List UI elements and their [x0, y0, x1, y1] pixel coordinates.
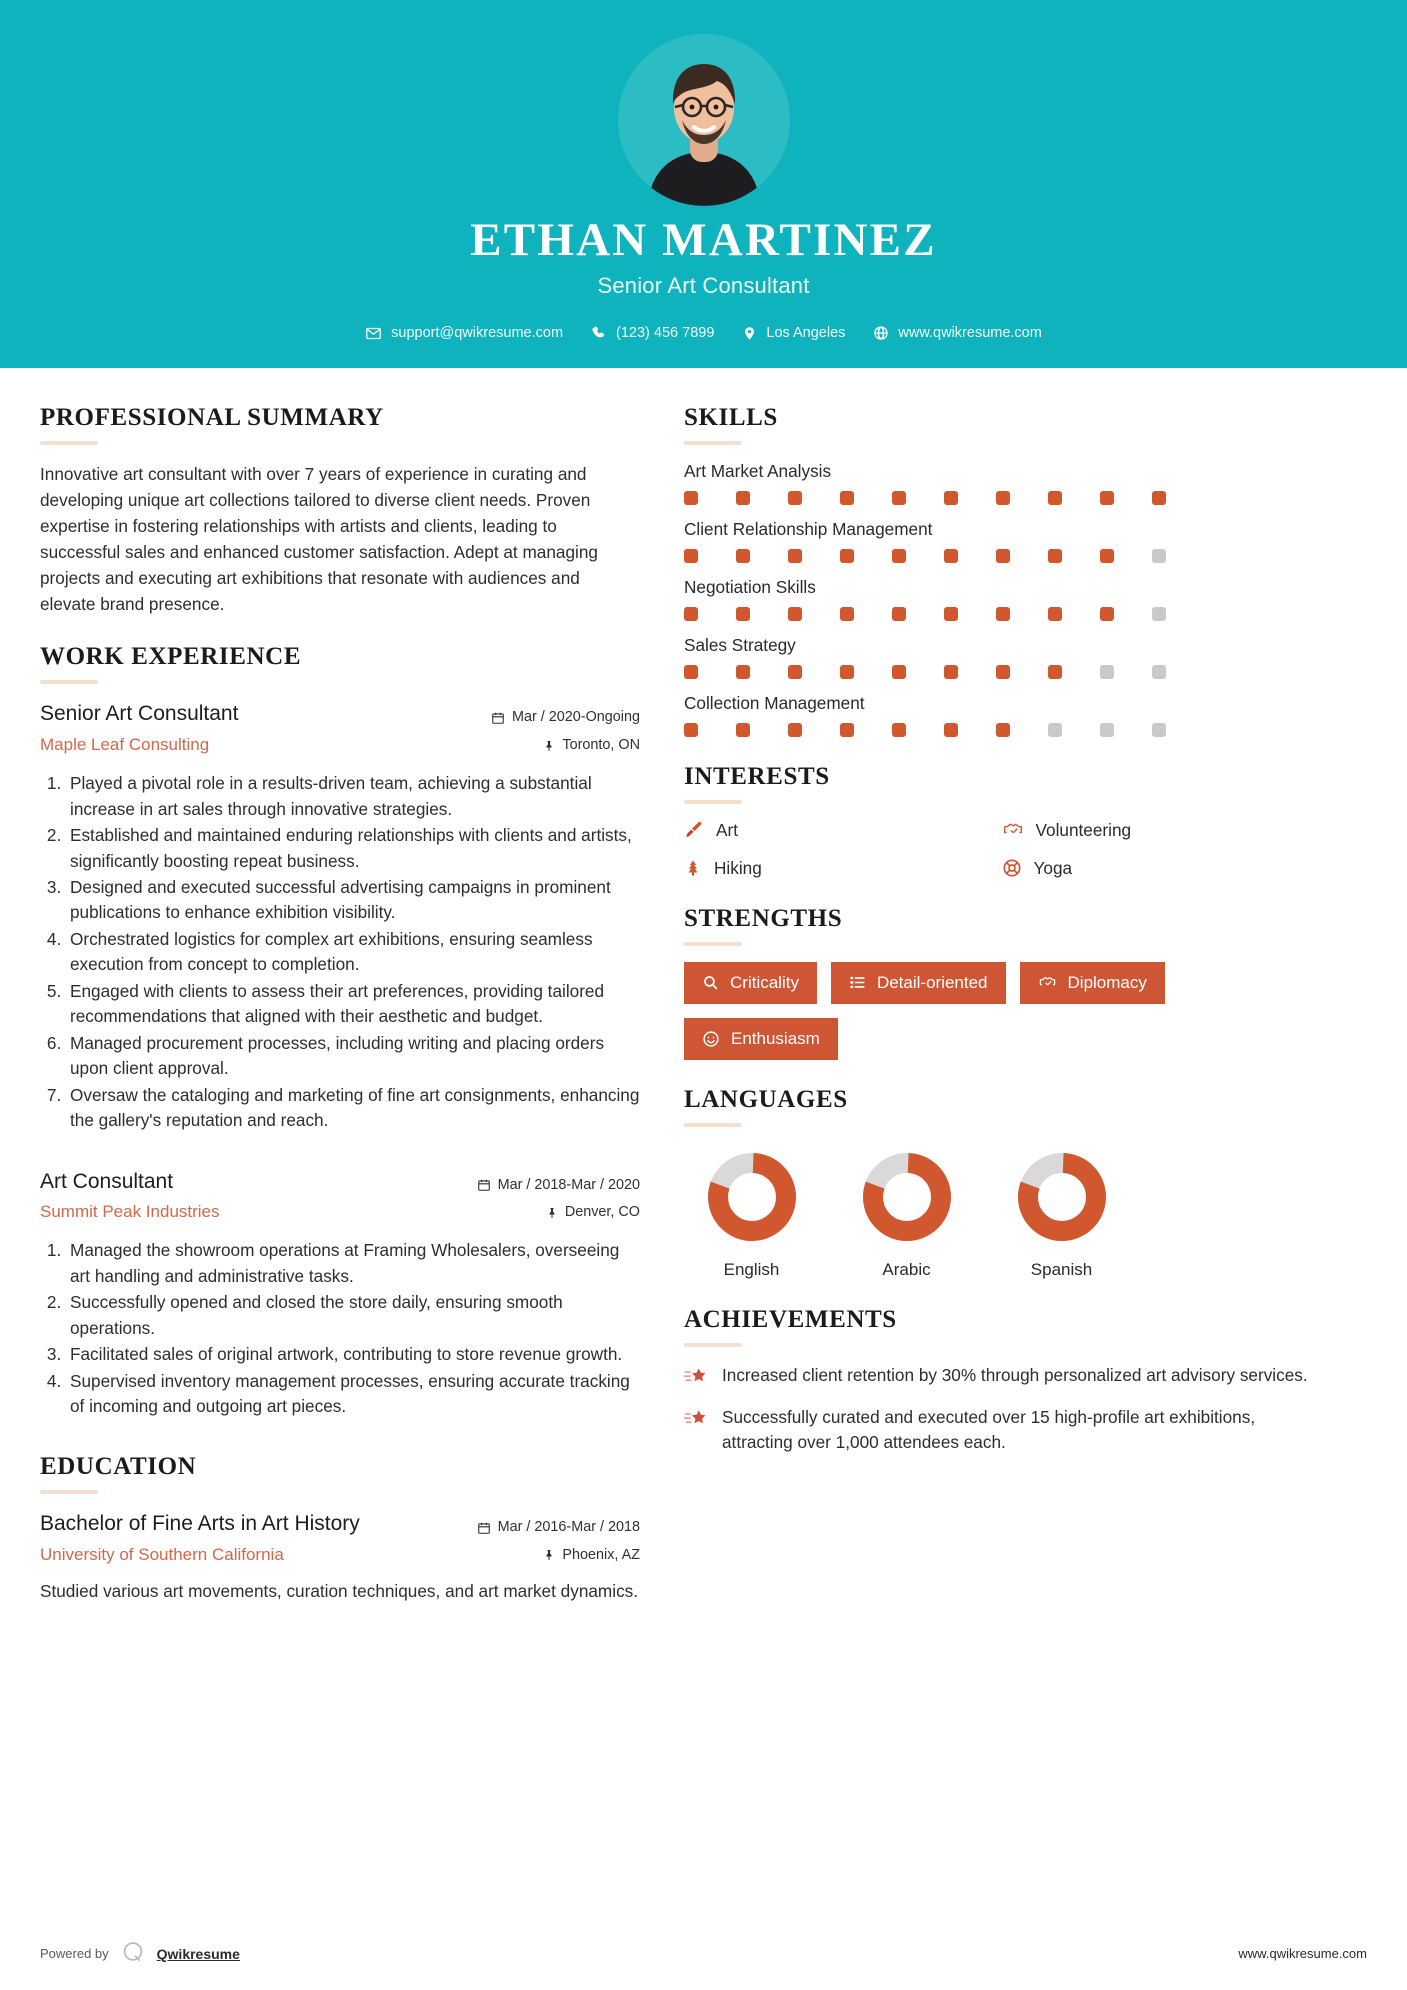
skill-row — [684, 461, 1309, 505]
skill-rating — [684, 665, 1309, 679]
skill-dot-filled — [840, 607, 854, 621]
section-title-interests: INTERESTS — [684, 762, 830, 790]
skill-dot-filled — [684, 665, 698, 679]
avatar-photo — [618, 34, 790, 206]
job-bullet: 2. Successfully opened and closed the store daily, ensuring smooth operations. — [66, 1290, 640, 1341]
job-dates-text: Mar / 2020-Ongoing — [512, 709, 640, 726]
work-entry-meta — [477, 1168, 640, 1227]
skill-dot-filled — [840, 723, 854, 737]
section-rule — [40, 1490, 98, 1494]
job-location — [477, 1199, 640, 1226]
section-work-experience — [40, 643, 640, 1419]
star-icon — [684, 1363, 708, 1388]
work-entry-left — [40, 700, 491, 756]
skill-dot-empty — [1048, 723, 1062, 737]
list-icon — [849, 974, 866, 991]
job-bullets — [40, 1238, 640, 1419]
footer-url: www.qwikresume.com — [1238, 1946, 1367, 1961]
skill-row — [684, 635, 1309, 679]
powered-by — [40, 1939, 240, 1968]
job-location — [491, 732, 640, 759]
pin-icon — [546, 1206, 558, 1220]
star-icon — [684, 1405, 708, 1430]
strength-badge-criticality — [684, 962, 817, 1004]
skill-dot-filled — [736, 723, 750, 737]
skill-dot-empty — [1100, 723, 1114, 737]
skill-label: Sales Strategy — [684, 634, 796, 655]
skill-row — [684, 519, 1309, 563]
strength-badge-diplomacy — [1020, 962, 1165, 1004]
section-achievements — [684, 1306, 1309, 1455]
language-item — [994, 1149, 1129, 1280]
skill-rating — [684, 723, 1309, 737]
skill-dot-filled — [684, 491, 698, 505]
education-location-text: Phoenix, AZ — [562, 1546, 640, 1563]
skill-dot-filled — [892, 723, 906, 737]
interest-label: Hiking — [714, 857, 762, 878]
skill-rating — [684, 491, 1309, 505]
skill-dot-filled — [996, 607, 1010, 621]
calendar-icon — [477, 1521, 491, 1535]
smiley-icon — [702, 1030, 720, 1048]
job-company: Summit Peak Industries — [40, 1201, 220, 1221]
contact-location[interactable] — [733, 325, 854, 342]
globe-icon — [873, 325, 889, 341]
job-bullet: 3. Facilitated sales of original artwork, contributing to store revenue growth. — [66, 1342, 640, 1367]
education-location — [477, 1542, 640, 1569]
language-label: Arabic — [882, 1260, 931, 1280]
job-dates — [477, 1172, 640, 1199]
contact-phone-text: (123) 456 7899 — [616, 325, 715, 342]
envelope-icon — [365, 325, 382, 342]
section-title-skills: SKILLS — [684, 403, 778, 431]
section-rule — [684, 441, 742, 445]
qwikresume-brand-link[interactable]: Qwikresume — [156, 1945, 240, 1962]
skill-dot-filled — [736, 491, 750, 505]
section-rule — [684, 942, 742, 946]
contact-location-text: Los Angeles — [766, 325, 846, 342]
summary-text: Innovative art consultant with over 7 years of experience in curating and developing unique art collections tailored to diverse client needs. Proven expertise in fostering relationships with artists and clients, leading to successful sales and enhanced customer satisfaction. Adept at managing projects and executing art exhibitions that resonate with audiences and elevate brand presence. — [40, 463, 598, 615]
skill-dot-filled — [1100, 491, 1114, 505]
skill-dot-filled — [1048, 665, 1062, 679]
job-bullet: 6. Managed procurement processes, including writing and placing orders upon client approval. — [66, 1031, 640, 1082]
education-dates — [477, 1514, 640, 1541]
avatar — [618, 34, 790, 206]
section-professional-summary — [40, 404, 640, 618]
skill-dot-filled — [840, 549, 854, 563]
skill-dot-filled — [996, 665, 1010, 679]
job-bullet: 1. Managed the showroom operations at Framing Wholesalers, overseeing art handling and administrative tasks. — [66, 1238, 640, 1289]
job-bullets — [40, 771, 640, 1133]
skill-dot-filled — [684, 607, 698, 621]
job-dates — [491, 704, 640, 731]
skill-dot-filled — [1100, 549, 1114, 563]
language-donut — [859, 1149, 955, 1245]
skill-rating — [684, 607, 1309, 621]
skill-dot-filled — [736, 549, 750, 563]
skill-dot-empty — [1100, 665, 1114, 679]
section-education — [40, 1453, 640, 1605]
skill-dot-filled — [736, 607, 750, 621]
pin-icon — [543, 739, 555, 753]
contact-website[interactable] — [864, 325, 1050, 341]
skill-dot-filled — [996, 723, 1010, 737]
interest-item — [684, 858, 992, 879]
phone-icon — [591, 325, 607, 341]
language-label: Spanish — [1030, 1260, 1093, 1280]
work-entry-header — [40, 700, 640, 759]
contact-website-text: www.qwikresume.com — [898, 325, 1042, 342]
job-bullet: 4. Orchestrated logistics for complex art exhibitions, ensuring seamless execution from concept to completion. — [66, 927, 640, 978]
job-bullet: 3. Designed and executed successful advertising campaigns in prominent publications to enhance exhibition visibility. — [66, 875, 640, 926]
left-column — [40, 404, 640, 1913]
skill-dot-filled — [1048, 607, 1062, 621]
powered-by-label: Powered by — [40, 1946, 109, 1961]
job-role: Art Consultant — [40, 1169, 174, 1193]
section-title-summary: PROFESSIONAL SUMMARY — [40, 403, 384, 431]
skill-dot-filled — [892, 491, 906, 505]
interest-item — [1002, 820, 1310, 841]
skill-dot-filled — [788, 723, 802, 737]
search-icon — [702, 974, 719, 991]
right-column — [684, 404, 1309, 1913]
language-label: English — [723, 1260, 780, 1280]
contact-email[interactable] — [356, 325, 572, 342]
section-rule — [684, 800, 742, 804]
skill-dot-filled — [840, 665, 854, 679]
job-bullet: 4. Supervised inventory management processes, ensuring accurate tracking of incoming and outgoing art pieces. — [66, 1369, 640, 1420]
interests-grid — [684, 820, 1309, 879]
strength-label: Detail-oriented — [876, 972, 988, 992]
education-entry-meta — [477, 1510, 640, 1569]
job-company: Maple Leaf Consulting — [40, 734, 210, 754]
strength-label: Enthusiasm — [731, 1029, 820, 1049]
skill-dot-filled — [1048, 549, 1062, 563]
language-item — [684, 1149, 819, 1280]
qwikresume-logo-icon — [120, 1939, 146, 1968]
map-pin-icon — [742, 325, 757, 342]
section-title-work: WORK EXPERIENCE — [40, 643, 302, 671]
skill-dot-filled — [684, 723, 698, 737]
language-donut — [1014, 1149, 1110, 1245]
interest-label: Yoga — [1033, 857, 1073, 878]
skill-row — [684, 693, 1309, 737]
education-entry-left — [40, 1510, 477, 1566]
work-entry-meta — [491, 700, 640, 759]
skill-dot-filled — [996, 549, 1010, 563]
skill-dot-filled — [944, 607, 958, 621]
skill-dot-filled — [892, 607, 906, 621]
paintbrush-icon — [684, 820, 704, 840]
section-title-education: EDUCATION — [40, 1453, 197, 1481]
strength-badge-detail-oriented — [831, 962, 1006, 1004]
calendar-icon — [477, 1178, 491, 1192]
strength-badge-enthusiasm — [684, 1018, 838, 1060]
skill-label: Collection Management — [684, 692, 865, 713]
work-entry-header — [40, 1168, 640, 1227]
language-donut — [704, 1149, 800, 1245]
education-entry — [40, 1510, 640, 1605]
section-strengths — [684, 905, 1309, 1061]
handshake-icon — [1038, 974, 1057, 991]
interest-label: Art — [716, 819, 738, 840]
section-skills — [684, 404, 1309, 737]
skill-dot-filled — [944, 549, 958, 563]
section-title-strengths: STRENGTHS — [684, 904, 843, 932]
job-dates-text: Mar / 2018-Mar / 2020 — [497, 1176, 640, 1193]
skill-label: Client Relationship Management — [684, 518, 933, 539]
strength-label: Criticality — [730, 972, 799, 992]
tree-icon — [684, 858, 702, 878]
skill-dot-filled — [736, 665, 750, 679]
skill-dot-filled — [944, 665, 958, 679]
resume-header — [0, 0, 1407, 368]
skill-dot-empty — [1152, 607, 1166, 621]
contact-phone[interactable] — [582, 325, 723, 341]
skill-dot-filled — [788, 491, 802, 505]
education-entry-header — [40, 1510, 640, 1569]
interest-item — [1002, 858, 1310, 879]
work-entry — [40, 700, 640, 1133]
skills-list — [684, 461, 1309, 737]
contact-row — [0, 325, 1407, 342]
achievement-text: Increased client retention by 30% through personalized art advisory services. — [722, 1365, 1308, 1386]
skill-dot-filled — [892, 665, 906, 679]
skill-dot-filled — [892, 549, 906, 563]
skill-dot-filled — [996, 491, 1010, 505]
skill-dot-filled — [1152, 491, 1166, 505]
skill-dot-filled — [788, 549, 802, 563]
job-location-text: Denver, CO — [564, 1203, 640, 1220]
achievement-item — [684, 1363, 1309, 1388]
skill-dot-filled — [1048, 491, 1062, 505]
section-rule — [40, 441, 98, 445]
strengths-list — [684, 962, 1309, 1061]
skill-dot-filled — [1100, 607, 1114, 621]
section-languages — [684, 1086, 1309, 1280]
contact-email-text: support@qwikresume.com — [391, 325, 564, 342]
resume-footer — [0, 1913, 1407, 1990]
section-rule — [40, 680, 98, 684]
strength-label: Diplomacy — [1067, 972, 1147, 992]
achievement-text: Successfully curated and executed over 15 high-profile art exhibitions, attracting over 1,000 attendees each. — [722, 1406, 1256, 1453]
skill-dot-filled — [684, 549, 698, 563]
skill-dot-empty — [1152, 723, 1166, 737]
job-bullet: 7. Oversaw the cataloging and marketing of fine art consignments, enhancing the gallery's reputation and reach. — [66, 1083, 640, 1134]
skill-dot-empty — [1152, 549, 1166, 563]
degree-name: Bachelor of Fine Arts in Art History — [40, 1512, 360, 1536]
skill-label: Negotiation Skills — [684, 576, 816, 597]
language-item — [839, 1149, 974, 1280]
skill-dot-filled — [944, 723, 958, 737]
interest-item — [684, 820, 992, 841]
education-dates-text: Mar / 2016-Mar / 2018 — [497, 1519, 640, 1536]
job-bullet: 5. Engaged with clients to assess their art preferences, providing tailored recommendations that aligned with their aesthetic and budget. — [66, 979, 640, 1030]
work-entry-left — [40, 1168, 477, 1224]
section-rule — [684, 1343, 742, 1347]
skill-label: Art Market Analysis — [684, 460, 832, 481]
skill-dot-filled — [788, 665, 802, 679]
job-location-text: Toronto, ON — [562, 736, 640, 753]
languages-list — [684, 1143, 1309, 1280]
skill-row — [684, 577, 1309, 621]
achievement-item — [684, 1405, 1309, 1456]
job-role: Senior Art Consultant — [40, 702, 239, 726]
skill-dot-filled — [788, 607, 802, 621]
job-bullet: 1. Played a pivotal role in a results-driven team, achieving a substantial increase in art sales through innovative strategies. — [66, 771, 640, 822]
calendar-icon — [491, 711, 505, 725]
section-interests — [684, 763, 1309, 879]
work-entry — [40, 1168, 640, 1420]
candidate-title: Senior Art Consultant — [597, 272, 810, 298]
skill-dot-empty — [1152, 665, 1166, 679]
education-description: Studied various art movements, curation techniques, and art market dynamics. — [40, 1581, 639, 1602]
resume-body — [0, 368, 1407, 1913]
skill-dot-filled — [944, 491, 958, 505]
interest-label: Volunteering — [1035, 819, 1132, 840]
skill-rating — [684, 549, 1309, 563]
job-bullet: 2. Established and maintained enduring relationships with clients and artists, significantly boosting repeat business. — [66, 823, 640, 874]
lifebuoy-icon — [1002, 858, 1022, 878]
section-title-achievements: ACHIEVEMENTS — [684, 1306, 897, 1334]
skill-dot-filled — [840, 491, 854, 505]
section-rule — [684, 1123, 742, 1127]
candidate-name: ETHAN MARTINEZ — [470, 214, 937, 266]
section-title-languages: LANGUAGES — [684, 1086, 848, 1114]
school-name: University of Southern California — [40, 1544, 284, 1564]
pin-icon — [543, 1548, 555, 1562]
handshake-icon — [1002, 820, 1024, 840]
